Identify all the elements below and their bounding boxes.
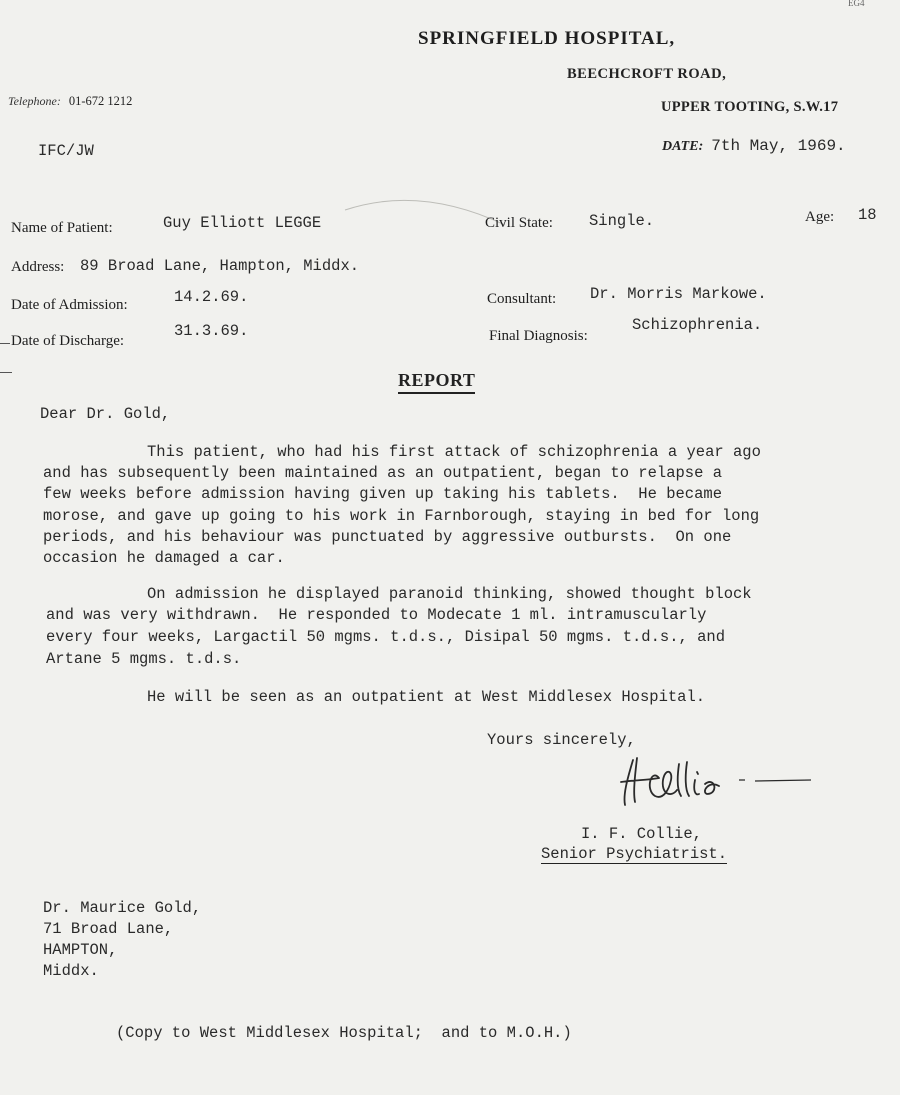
patient-name-value: Guy Elliott LEGGE <box>163 214 322 232</box>
telephone-number: 01-672 1212 <box>68 94 133 108</box>
consultant-value: Dr. Morris Markowe. <box>590 285 767 303</box>
recipient-line: Middx. <box>43 962 99 980</box>
paragraph-line: Artane 5 mgms. t.d.s. <box>46 650 242 668</box>
recipient-line: Dr. Maurice Gold, <box>43 899 202 917</box>
margin-mark <box>0 343 10 344</box>
diagnosis-value: Schizophrenia. <box>632 316 763 334</box>
reference: IFC/JW <box>38 142 94 160</box>
paragraph-line: On admission he displayed paranoid thinking, showed thought block <box>147 585 752 603</box>
paragraph-3: He will be seen as an outpatient at West Middlesex Hospital. <box>147 688 706 706</box>
hospital-name: SPRINGFIELD HOSPITAL, <box>418 28 676 49</box>
recipient-line: HAMPTON, <box>43 941 118 959</box>
signatory-title: Senior Psychiatrist. <box>541 845 728 863</box>
civil-state-label: Civil State: <box>485 215 553 231</box>
telephone <box>8 92 132 110</box>
address-line-2: UPPER TOOTING, S.W.17 <box>661 99 839 115</box>
paragraph-line: periods, and his behaviour was punctuated by aggressive outbursts. On one <box>43 528 732 546</box>
salutation: Dear Dr. Gold, <box>40 405 171 423</box>
diagnosis-label: Final Diagnosis: <box>489 328 588 344</box>
paragraph-line: and has subsequently been maintained as an outpatient, began to relapse a <box>43 464 723 482</box>
consultant-label: Consultant: <box>487 291 557 307</box>
address-value: 89 Broad Lane, Hampton, Middx. <box>80 257 360 275</box>
margin-mark <box>0 372 12 373</box>
paragraph-line: and was very withdrawn. He responded to Modecate 1 ml. intramuscularly <box>46 606 707 624</box>
copy-note: (Copy to West Middlesex Hospital; and to M.O.H.) <box>116 1024 572 1042</box>
date-field <box>662 137 846 155</box>
date-value: 7th May, 1969. <box>711 137 846 155</box>
report-title: REPORT <box>398 370 475 394</box>
paragraph-line: every four weeks, Largactil 50 mgms. t.d.s., Disipal 50 mgms. t.d.s., and <box>46 628 726 646</box>
discharge-label: Date of Discharge: <box>11 333 125 349</box>
recipient-line: 71 Broad Lane, <box>43 920 174 938</box>
telephone-label: Telephone: <box>8 94 61 108</box>
closing: Yours sincerely, <box>487 731 636 749</box>
paragraph-line: This patient, who had his first attack of schizophrenia a year ago <box>147 443 761 461</box>
address-line-1: BEECHCROFT ROAD, <box>567 66 727 82</box>
paragraph-line: morose, and gave up going to his work in Farnborough, staying in bed for long <box>43 507 760 525</box>
patient-name-label: Name of Patient: <box>11 220 113 236</box>
signatory-name: I. F. Collie, <box>581 825 702 843</box>
paragraph-line: few weeks before admission having given up taking his tablets. He became <box>43 485 723 503</box>
paragraph-line: occasion he damaged a car. <box>43 549 285 567</box>
corner-mark: EG4 <box>848 0 865 8</box>
date-label: DATE: <box>662 139 704 154</box>
admission-value: 14.2.69. <box>174 288 249 306</box>
signature <box>615 750 815 812</box>
age-value: 18 <box>858 206 877 224</box>
admission-label: Date of Admission: <box>11 297 128 313</box>
civil-state-value: Single. <box>589 212 655 230</box>
discharge-value: 31.3.69. <box>174 322 249 340</box>
address-label: Address: <box>11 259 65 275</box>
age-label: Age: <box>805 209 835 225</box>
